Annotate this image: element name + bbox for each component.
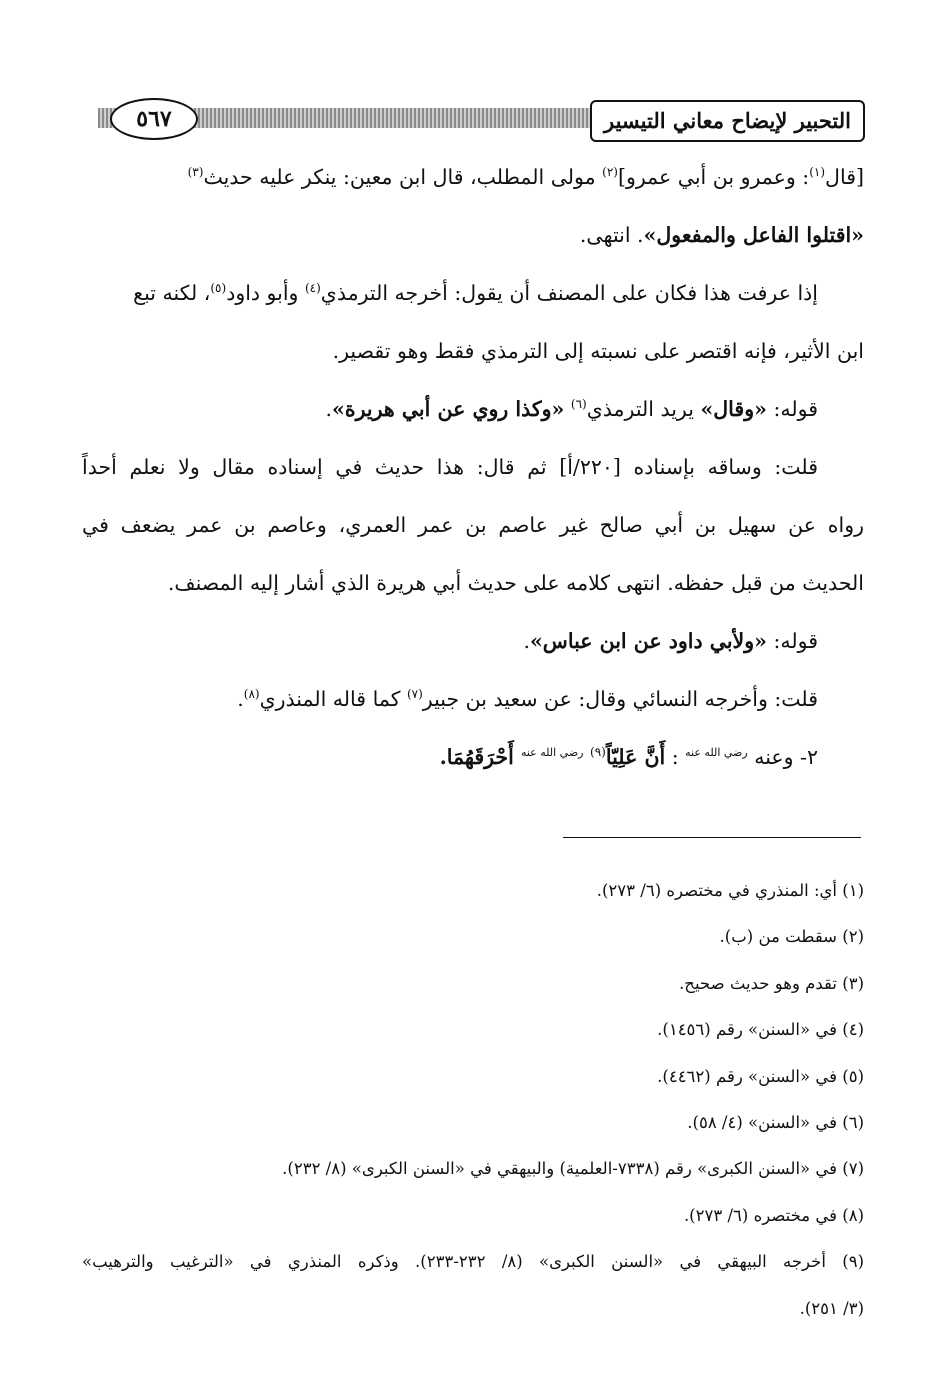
paragraph-line <box>82 264 864 322</box>
honorific-glyph: رضي الله عنه <box>685 746 748 760</box>
text-run: ٢- وعنه <box>747 745 818 769</box>
paragraph-line <box>82 670 864 728</box>
text-run: : <box>665 745 686 769</box>
paragraph-line: ابن الأثير، فإنه اقتصر على نسبته إلى الترمذي فقط وهو تقصير. <box>332 339 864 363</box>
paragraph-line <box>82 612 864 670</box>
text-run: : وعمرو بن أبي عمرو] <box>617 165 810 189</box>
text-run: يريد الترمذي <box>586 397 701 421</box>
text-run: وأبو داود <box>226 281 305 305</box>
text-run: مولى المطلب، قال ابن معين: ينكر عليه حديث <box>203 165 603 189</box>
footnote: (٨) في مختصره (٦/ ٢٧٣). <box>683 1205 864 1225</box>
footnote-continuation: (٣/ ٢٥١). <box>799 1298 864 1318</box>
text-run: . <box>523 629 530 653</box>
footnote: (٢) سقطت من (ب). <box>719 927 864 947</box>
text-run: [قال <box>825 165 864 189</box>
paragraph-line: رواه عن سهيل بن أبي صالح غير عاصم بن عمر العمري، وعاصم بن عمر يضعف في <box>82 513 864 537</box>
text-run: قوله: <box>766 629 818 653</box>
paragraph-line <box>82 380 864 438</box>
footnote-ref: (٤) <box>304 281 321 296</box>
footnote-ref: (١) <box>809 165 826 180</box>
paragraph-line: الحديث من قبل حفظه. انتهى كلامه على حديث أبي هريرة الذي أشار إليه المصنف. <box>167 571 864 595</box>
honorific-glyph: رضي الله عنه <box>520 746 584 760</box>
text-run: قلت: وأخرجه النسائي وقال: عن سعيد بن جبير <box>422 687 818 711</box>
paragraph-line <box>82 148 864 206</box>
book-title: التحبير لإيضاح معاني التيسير <box>590 100 865 142</box>
text-run: ، لكنه تبع <box>133 281 211 305</box>
footnote: (١) أي: المنذري في مختصره (٦/ ٢٧٣). <box>596 881 864 900</box>
footnote-ref: (٣) <box>187 165 204 180</box>
text-run: كما قاله المنذري <box>259 687 407 711</box>
hadith-quote: «اقتلوا الفاعل والمفعول» <box>643 223 864 247</box>
text-run: . انتهى. <box>579 223 644 247</box>
footnote-ref: (٢) <box>602 165 618 180</box>
paragraph-line <box>82 728 864 786</box>
footnote: (٩) أخرجه البيهقي في «السنن الكبرى» (٨/ ٢٣٢-٢٣٣). وذكره المنذري في «الترغيب والترهيب» <box>82 1252 864 1272</box>
footnote-separator <box>563 837 861 838</box>
footnote: (٧) في «السنن الكبرى» رقم (٧٣٣٨-العلمية) والبيهقي في «السنن الكبرى» (٨/ ٢٣٢). <box>282 1159 864 1179</box>
paragraph-line <box>82 206 864 264</box>
text-run: قوله: <box>766 397 818 421</box>
footnote: (٥) في «السنن» رقم (٤٤٦٢). <box>657 1066 864 1086</box>
quoted-term: «ولأبي داود عن ابن عباس» <box>529 629 767 653</box>
quoted-term: «وكذا روي عن أبي هريرة» <box>332 397 565 421</box>
hadith-text: أَحْرَقَهُمَا. <box>439 745 521 769</box>
text-run: إذا عرفت هذا فكان على المصنف أن يقول: أخرجه الترمذي <box>320 281 818 305</box>
footnote-ref: (٨) <box>243 687 260 702</box>
hadith-text: أَنَّ عَلِيّاً <box>605 745 666 769</box>
footnote-ref: (٥) <box>210 281 227 296</box>
text-run: . <box>325 397 333 421</box>
footnote: (٦) في «السنن» (٤/ ٥٨). <box>687 1112 864 1132</box>
main-text <box>82 148 864 786</box>
footnote: (٣) تقدم وهو حديث صحيح. <box>679 973 864 993</box>
footnotes <box>82 868 864 1332</box>
text-run: . <box>237 687 244 711</box>
running-header <box>98 98 865 144</box>
footnote-ref: (٩) <box>590 745 606 760</box>
footnote-ref: (٧) <box>406 687 423 702</box>
footnote: (٤) في «السنن» رقم (١٤٥٦). <box>657 1020 864 1040</box>
page-number: ٥٦٧ <box>110 98 198 140</box>
footnote-ref: (٦) <box>570 397 587 412</box>
quoted-term: «وقال» <box>700 397 767 421</box>
paragraph-line: قلت: وساقه بإسناده [٢٢٠/أ] ثم قال: هذا حديث في إسناده مقال ولا نعلم أحداً <box>82 455 818 479</box>
